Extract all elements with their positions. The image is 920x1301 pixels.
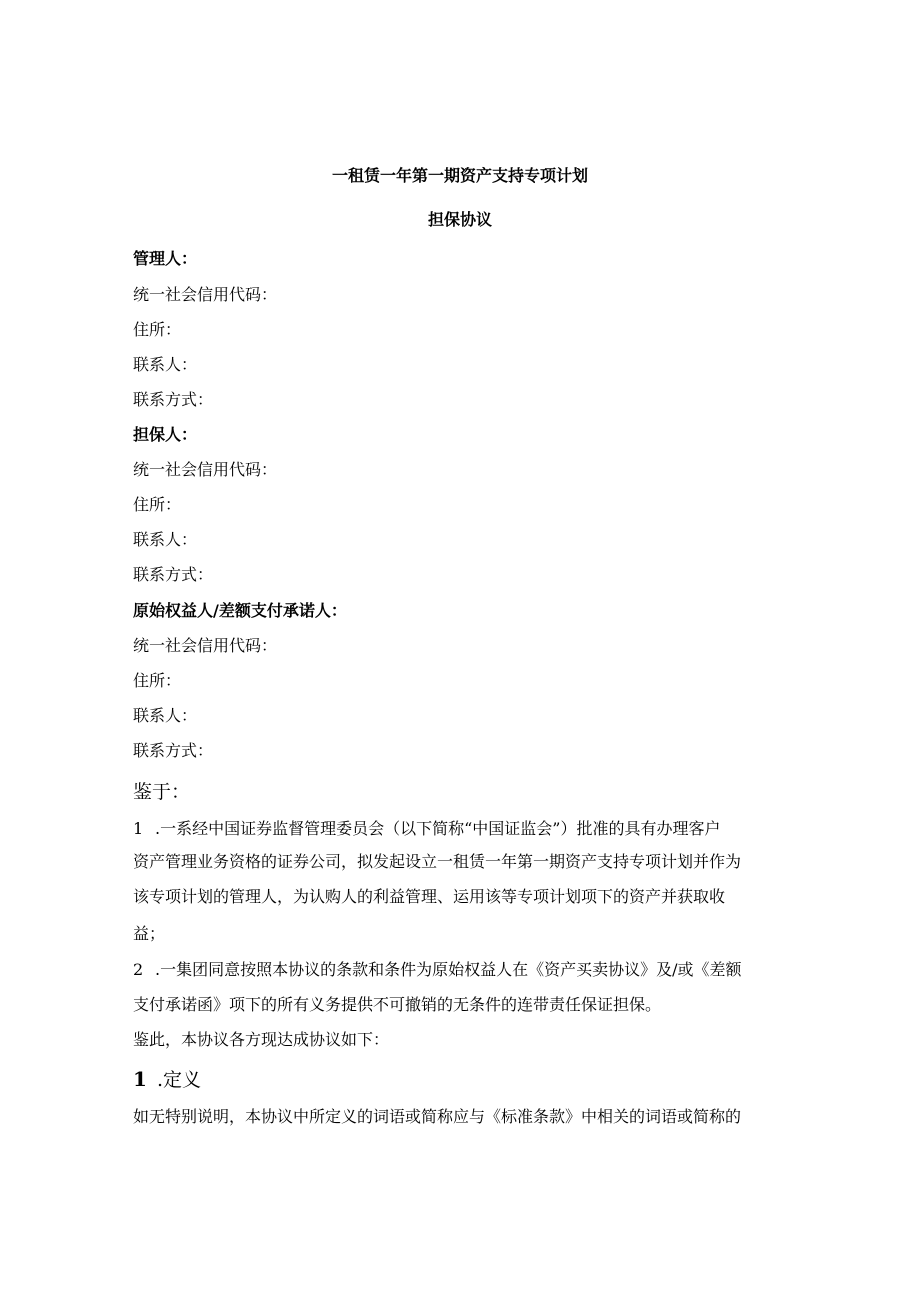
section-text: 如无特别说明，本协议中所定义的词语或简称应与《标准条款》中相关的词语或简称的: [133, 1107, 742, 1126]
party-field: 统一社会信用代码：: [133, 460, 278, 479]
party-field: 联系方式：: [133, 565, 214, 584]
item-line: .一集团同意按照本协议的条款和条件为原始权益人在《资产买卖协议》及/或《差额: [155, 960, 742, 979]
section-heading: [133, 1069, 201, 1090]
whereas-item: [133, 819, 720, 839]
party-field: 联系人：: [133, 706, 198, 725]
party-heading: 管理人：: [133, 249, 198, 268]
party-heading: 担保人：: [133, 425, 198, 444]
party-field: 联系人：: [133, 355, 198, 374]
whereas-heading: 鉴于：: [133, 781, 191, 803]
section-title: .定义: [157, 1069, 202, 1091]
whereas-line: 该专项计划的管理人，为认购人的利益管理、运用该等专项计划项下的资产并获取收: [133, 887, 726, 906]
item-line: .一系经中国证券监督管理委员会（以下简称“中国证监会”）批准的具有办理客户: [155, 819, 721, 838]
document-subtitle: 担保协议: [427, 210, 492, 229]
section-number: 1: [133, 1067, 147, 1091]
party-field: 联系方式：: [133, 741, 214, 760]
party-field: 住所：: [133, 320, 182, 339]
whereas-item: [133, 960, 741, 980]
whereas-line: 资产管理业务资格的证券公司，拟发起设立一租赁一年第一期资产支持专项计划并作为: [133, 852, 742, 871]
item-number: 1: [133, 819, 144, 838]
whereas-line: 支付承诺函》项下的所有义务提供不可撤销的无条件的连带责任保证担保。: [133, 995, 662, 1014]
party-field: 联系方式：: [133, 390, 214, 409]
item-number: 2: [133, 960, 144, 979]
whereas-line: 益；: [133, 924, 166, 943]
party-field: 统一社会信用代码：: [133, 636, 278, 655]
party-field: 住所：: [133, 671, 182, 690]
party-field: 统一社会信用代码：: [133, 285, 278, 304]
document-title: 一租赁一年第一期资产支持专项计划: [331, 166, 588, 185]
party-heading: 原始权益人/差额支付承诺人：: [133, 601, 347, 620]
party-field: 联系人：: [133, 530, 198, 549]
party-field: 住所：: [133, 495, 182, 514]
whereas-conclusion: 鉴此，本协议各方现达成协议如下：: [133, 1030, 390, 1049]
